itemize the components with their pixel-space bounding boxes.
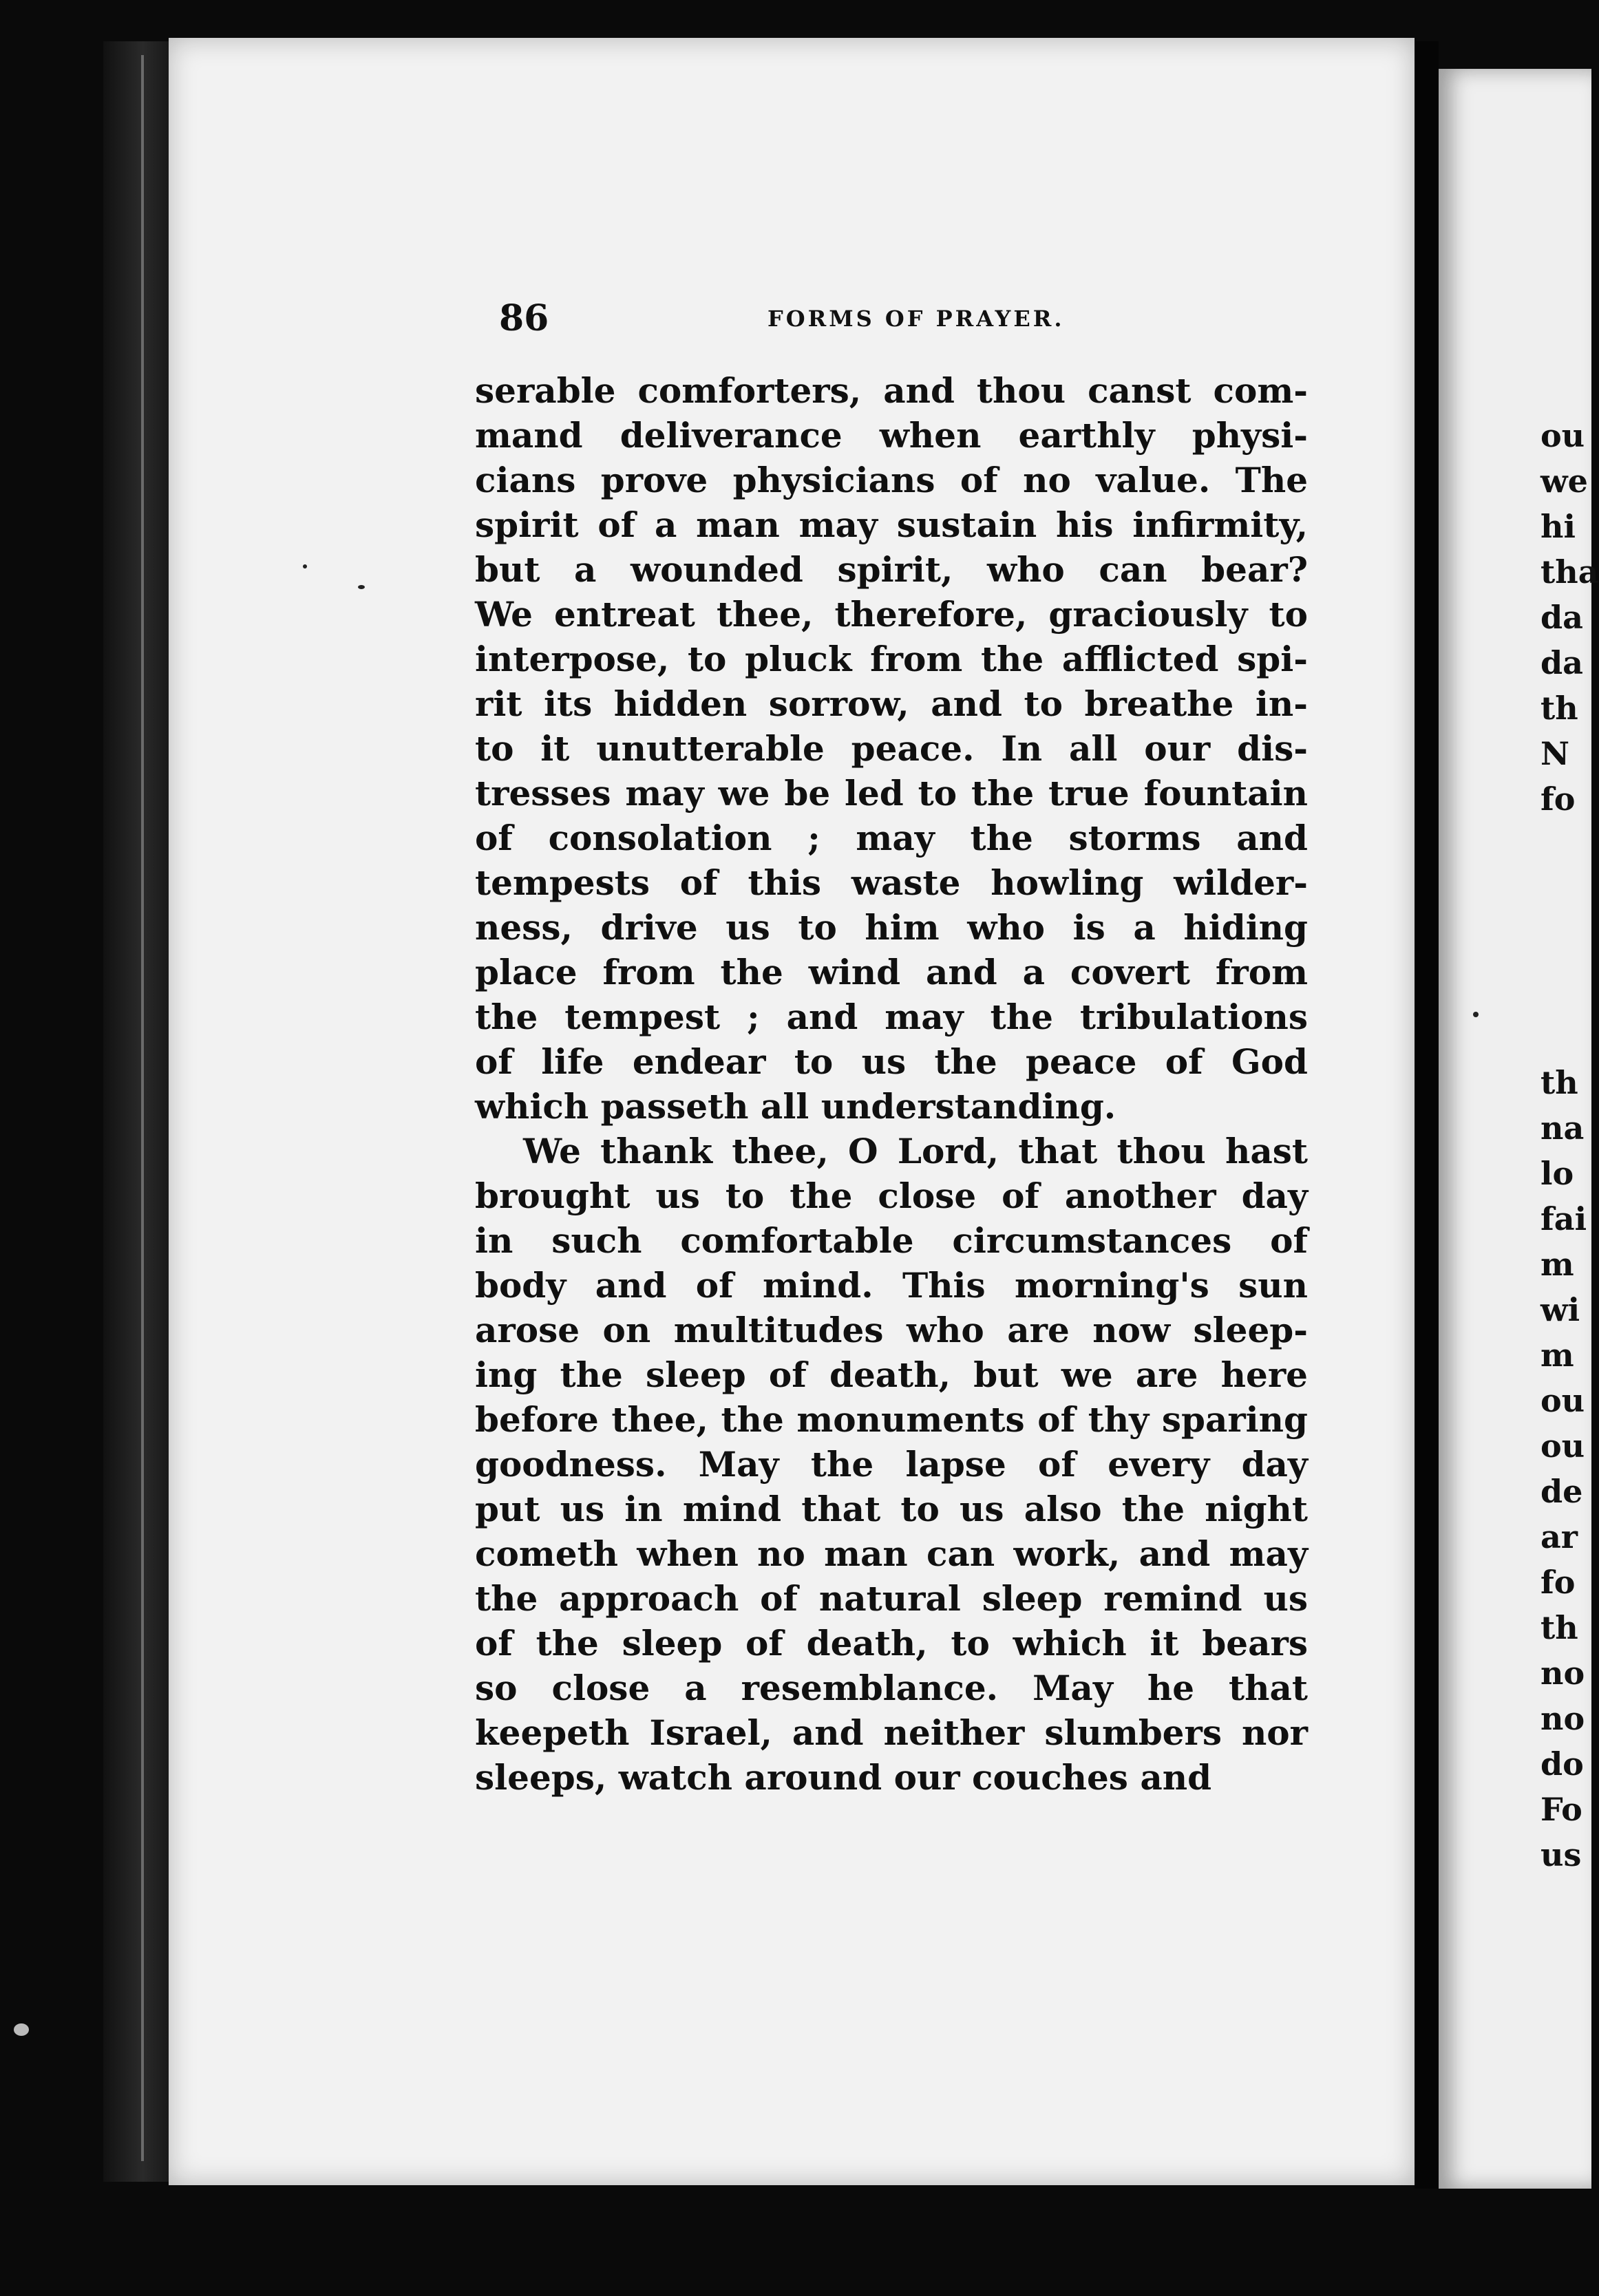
facing-page-text-block xyxy=(1540,1060,1591,1878)
text-line: spirit of a man may sustain his infirmity, xyxy=(475,504,1308,545)
facing-page-line-fragment: de xyxy=(1540,1473,1583,1510)
running-head xyxy=(499,297,1311,346)
facing-page-line-fragment: no xyxy=(1540,1655,1585,1692)
facing-page-line-fragment: th xyxy=(1540,1064,1578,1101)
body-text xyxy=(475,368,1308,1800)
facing-page-line-fragment: fo xyxy=(1540,780,1576,818)
text-line: tresses may we be led to the true fountain xyxy=(475,773,1308,814)
text-line: sleeps, watch around our couches and xyxy=(475,1757,1212,1798)
text-line: cometh when no man can work, and may xyxy=(475,1533,1308,1574)
text-line: in such comfortable circumstances of xyxy=(475,1220,1308,1261)
facing-page-line-fragment: ar xyxy=(1540,1518,1578,1555)
facing-page-line-fragment: lo xyxy=(1540,1155,1574,1192)
facing-page-line-fragment: th xyxy=(1540,690,1578,727)
binding-edge-line xyxy=(141,55,144,2161)
facing-page-line-fragment: hi xyxy=(1540,508,1576,545)
text-line: to it unutterable peace. In all our dis- xyxy=(475,728,1308,769)
text-line: brought us to the close of another day xyxy=(475,1176,1308,1216)
text-line: keepeth Israel, and neither slumbers nor xyxy=(475,1712,1308,1753)
page-number: 86 xyxy=(499,297,549,339)
text-line: goodness. May the lapse of every day xyxy=(475,1444,1308,1485)
text-line: body and of mind. This morning's sun xyxy=(475,1265,1308,1306)
text-line: interpose, to pluck from the afflicted spi- xyxy=(475,639,1308,679)
facing-page-line-fragment: da xyxy=(1540,599,1583,636)
scan-speck xyxy=(303,564,307,568)
facing-page-line-fragment: na xyxy=(1540,1109,1585,1147)
text-line: so close a resemblance. May he that xyxy=(475,1668,1308,1708)
running-head-title: FORMS OF PRAYER. xyxy=(767,306,1065,332)
facing-page-line-fragment: tha xyxy=(1540,553,1599,591)
text-line: of the sleep of death, to which it bears xyxy=(475,1623,1308,1663)
scan-speck xyxy=(14,2023,29,2036)
text-line: cians prove physicians of no value. The xyxy=(475,460,1308,500)
facing-page-line-fragment: us xyxy=(1540,1836,1582,1873)
text-line: ing the sleep of death, but we are here xyxy=(475,1354,1308,1395)
text-line: but a wounded spirit, who can bear? xyxy=(475,549,1308,590)
facing-page-line-fragment: ou xyxy=(1540,1427,1585,1465)
text-line: arose on multitudes who are now sleep- xyxy=(475,1310,1308,1350)
facing-page-line-fragment: fai xyxy=(1540,1200,1587,1237)
text-line: serable comforters, and thou canst com- xyxy=(475,370,1308,411)
facing-page-line-fragment: ou xyxy=(1540,1382,1585,1419)
text-line: ness, drive us to him who is a hiding xyxy=(475,907,1308,948)
facing-page-line-fragment: wi xyxy=(1540,1291,1580,1328)
text-line: of life endear to us the peace of God xyxy=(475,1041,1308,1082)
scan-speck xyxy=(358,585,365,589)
scan-speck xyxy=(1473,1012,1479,1017)
facing-page-line-fragment: th xyxy=(1540,1609,1578,1646)
text-line: which passeth all understanding. xyxy=(475,1086,1116,1127)
text-line: before thee, the monuments of thy sparing xyxy=(475,1399,1308,1440)
text-line: mand deliverance when earthly physi- xyxy=(475,415,1308,456)
facing-page-line-fragment: da xyxy=(1540,644,1583,681)
text-line: rit its hidden sorrow, and to breathe in- xyxy=(475,683,1308,724)
facing-page-line-fragment: m xyxy=(1540,1246,1574,1283)
text-line: put us in mind that to us also the night xyxy=(475,1489,1308,1529)
facing-page-line-fragment: no xyxy=(1540,1700,1585,1737)
text-line: We entreat thee, therefore, graciously to xyxy=(475,594,1308,635)
text-line: the approach of natural sleep remind us xyxy=(475,1578,1308,1619)
text-line: of consolation ; may the storms and xyxy=(475,818,1308,858)
facing-page-line-fragment: fo xyxy=(1540,1564,1576,1601)
facing-page-text-block xyxy=(1540,413,1599,822)
facing-page-line-fragment: m xyxy=(1540,1337,1574,1374)
text-line: place from the wind and a covert from xyxy=(475,952,1308,992)
text-line: tempests of this waste howling wilder- xyxy=(475,862,1308,903)
page-gutter xyxy=(1415,41,1439,2189)
text-line: the tempest ; and may the tribulations xyxy=(475,997,1308,1037)
facing-page-line-fragment: ou xyxy=(1540,417,1585,454)
text-line: We thank thee, O Lord, that thou hast xyxy=(523,1131,1308,1171)
facing-page-line-fragment: we xyxy=(1540,463,1588,500)
facing-page-line-fragment: Fo xyxy=(1540,1791,1582,1828)
facing-page-line-fragment: do xyxy=(1540,1745,1584,1783)
facing-page-line-fragment: N xyxy=(1540,735,1570,772)
